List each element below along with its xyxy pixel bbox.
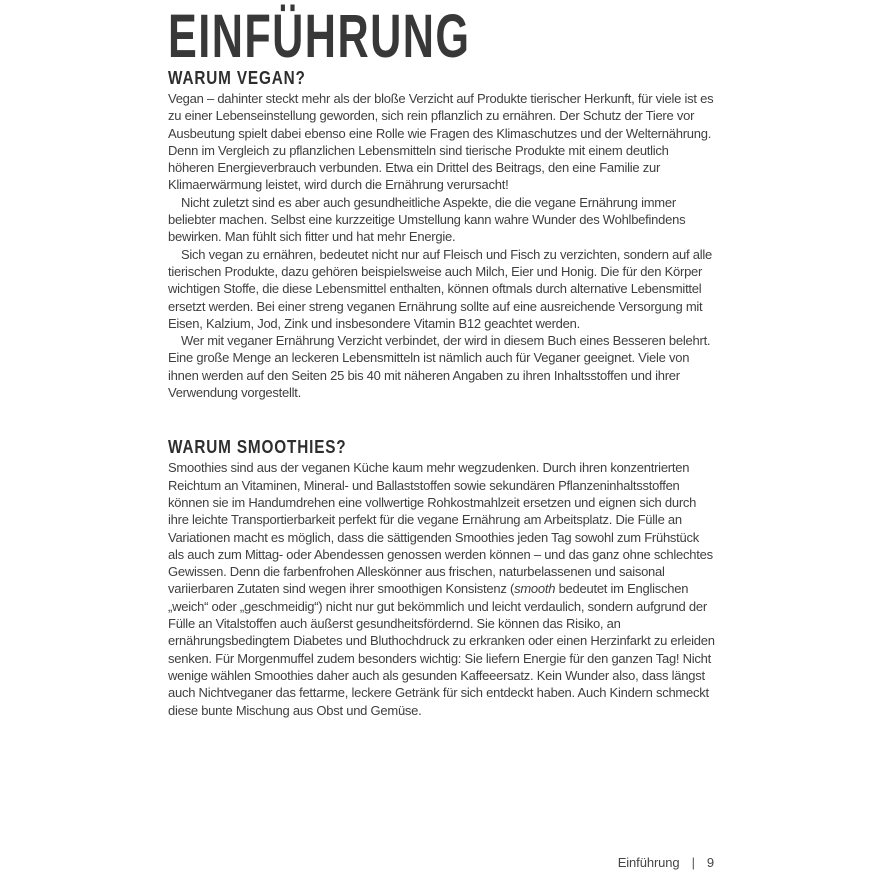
italic-text: smooth: [514, 581, 556, 597]
body-text: Vegan – dahinter steckt mehr als der bloße Verzicht auf Produkte tierischer Herkunft, für viele ist es zu einer Lebenseinstellung geworden, sich rein pflanzlich zu ernähren. Der Schutz der Tiere vor Ausbeutung spielt dabei ebenso eine Rolle wie Fragen des Klimaschutzes und der Welternährung. Denn im Vergleich zu pflanzlichen Lebensmitteln sind tierische Produkte mit einem deutlich höheren Energieverbrauch verbunden. Etwa ein Drittel des Beitrags, den eine Familie zur Klimaerwärmung leistet, wird durch die Ernährung verursacht!: [168, 91, 714, 193]
body-text: Nicht zuletzt sind es aber auch gesundheitliche Aspekte, die die vegane Ernährung immer beliebter machen. Selbst eine kurzzeitige Umstellung kann wahre Wunder des Wohlbefindens bewirken. Man fühlt sich fitter und hat mehr Energie.: [168, 194, 686, 245]
section-heading-warum-smoothies: WARUM SMOOTHIES?: [168, 437, 347, 458]
body-text: Sich vegan zu ernähren, bedeutet nicht nur auf Fleisch und Fisch zu verzichten, sondern auf alle tierischen Produkte, dazu gehören beispielsweise auch Milch, Eier und Honig. Die für den Körper wichtigen Stoffe, die diese Lebensmittel enthalten, können oftmals durch alternative Lebensmittel ersetzt werden. Bei einer streng veganen Ernährung sollte auf eine ausreichende Versorgung mit Eisen, Kalzium, Jod, Zink und insbesondere Vitamin B12 geachtet werden.: [168, 246, 712, 331]
paragraph: [168, 194, 716, 246]
page-content: [168, 1, 716, 719]
section-heading-warum-vegan: WARUM VEGAN?: [168, 68, 306, 88]
section-body-warum-vegan: [168, 90, 716, 401]
body-text: bedeutet im Englischen „weich“ oder „geschmeidig“) nicht nur gut bekömmlich und leicht verdaulich, sondern aufgrund der Fülle an Vitalstoffen auch äußerst gesundheitsfördernd. Sie können das Risiko, an ernährungsbedingtem Diabetes und Bluthochdruck zu erkranken oder einen Herzinfarkt zu erleiden senken. Für Morgenmuffel zudem besonders wichtig: Sie liefern Energie für den ganzen Tag! Nicht wenige wählen Smoothies daher auch als gesunden Kaffeeersatz. Kein Wunder also, dass längst auch Nichtveganer das fettarme, leckere Getränk für sich entdeckt haben. Auch Kindern schmeckt diese bunte Mischung aus Obst und Gemüse.: [168, 581, 715, 718]
footer-separator: |: [691, 855, 695, 870]
body-text: Smoothies sind aus der veganen Küche kaum mehr wegzudenken. Durch ihren konzentrierten Reichtum an Vitaminen, Mineral- und Ballaststoffen sowie sekundären Pflanzeninhaltsstoffen können sie im Handumdrehen eine vollwertige Rohkostmahlzeit ersetzen und eignen sich durch ihre leichte Transportierbarkeit perfekt für die vegane Ernährung am Arbeitsplatz. Die Fülle an Variationen macht es möglich, dass die sättigenden Smoothies jeden Tag sowohl zum Frühstück als auch zum Mittag- oder Abendessen genossen werden können – und das ganz ohne schlechtes Gewissen. Denn die farbenfrohen Alleskönner aus frischen, naturbelassenen und saisonal variierbaren Zutaten sind wegen ihrer smoothigen Konsistenz (: [168, 460, 713, 597]
page-footer: [618, 855, 714, 870]
page-title: EINFÜHRUNG: [168, 1, 471, 71]
paragraph: [168, 90, 716, 194]
section-body-warum-smoothies: [168, 459, 716, 718]
section-warum-vegan: [168, 68, 716, 401]
body-text: Wer mit veganer Ernährung Verzicht verbindet, der wird in diesem Buch eines Besseren belehrt. Eine große Menge an leckeren Lebensmitteln ist nämlich auch für Veganer geeignet. Viele von ihnen werden auf den Seiten 25 bis 40 mit näheren Angaben zu ihren Inhaltsstoffen und ihrer Verwendung vorgestellt.: [168, 333, 711, 401]
section-heading-row: [168, 68, 716, 90]
paragraph: [168, 332, 716, 401]
chapter-title-row: [168, 1, 716, 71]
paragraph: [168, 459, 716, 718]
footer-chapter-label: Einführung: [617, 855, 680, 870]
section-heading-row: [168, 437, 716, 459]
footer-page-number: 9: [706, 855, 714, 870]
paragraph: [168, 246, 716, 332]
section-warum-smoothies: [168, 437, 716, 718]
